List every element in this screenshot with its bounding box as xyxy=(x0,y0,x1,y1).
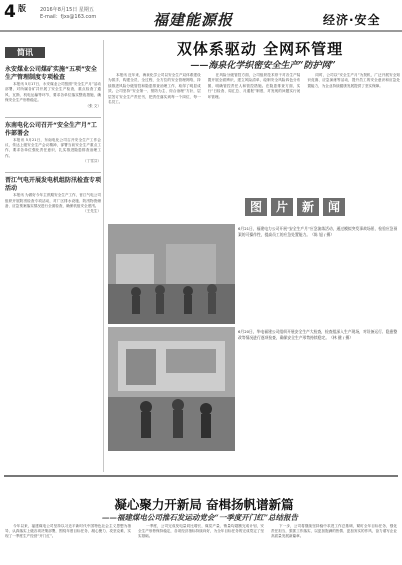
article-body xyxy=(5,524,397,564)
brief-sign: （丁雪芬） xyxy=(83,159,101,164)
column-divider xyxy=(103,40,104,472)
brief-body: 本报讯 5月17日，永安煤业公司按照“安全生产月”活动部署，对所属各矿井开展了安全生产检查，重点检查了通风、瓦斯、机电运输等环节，要求各单位落实整改措施，确保安全生产形势稳定。 xyxy=(5,82,101,103)
brief-body: 本报讯 为做好今年主汛期安全生产工作，晋江气电公司组织开展防汛检查专项活动，对厂区排水设施、防汛物资储备、应急预案落实情况进行全面检查，确保机组安全度汛。 xyxy=(5,193,101,209)
photo-caption: 6月21日，福建电力公司开展“安全生产月”应急演练活动，通过模拟突发事故场景，检验应急预案的可操作性，提高员工的应急处置能力。（陈 旭 / 摄） xyxy=(238,226,398,238)
article-subhead: ——福建煤电公司推石发运动党会“一季度开门红”总结报告 xyxy=(101,513,299,522)
article-column: 在风险分级管控方面，公司组织技术骨干对各生产装置开展全面辨识，建立风险清单，绘制安全风险四色分布图，明确管控责任人和管控措施。在隐患排查方面，实行“日检查、周汇总、月通报”制度，对发现的问题实行闭环管理。 xyxy=(207,73,301,99)
brief-item xyxy=(5,122,101,165)
banner-char: 图 xyxy=(245,198,267,216)
brief-sign: （张 文） xyxy=(85,103,101,108)
issue-date: 2016年8月15日 星期五 xyxy=(40,7,94,13)
brief-body: 本报讯 5月21日，东南电化公司召开安全生产工作会议，传达上级安全生产会议精神，部署当前安全生产重点工作，要求各单位强化责任意识，扎实推进隐患排查治理工作。 xyxy=(5,137,101,158)
brief-item xyxy=(5,66,101,109)
briefs-column xyxy=(5,62,101,470)
article-column: 同时，公司以“安全生产月”为契机，广泛开展安全知识竞赛、应急演练等活动，提升员工的安全意识和应急处置能力，为企业持续健康发展提供了坚实保障。 xyxy=(307,73,401,88)
brief-sign: （王先生） xyxy=(83,209,101,214)
section-rule xyxy=(4,475,398,477)
issue-email: E-mail：fjxs@163.com xyxy=(40,14,97,20)
banner-char: 闻 xyxy=(323,198,345,216)
photo-caption: 6月20日，华电福建公司组织开展安全生产大检查，检查组深入生产现场，对设备运行、隐患整改等情况进行逐项检查，确保安全生产形势持续稳定。（林 健 / 摄） xyxy=(238,329,398,341)
article-column: 今年以来，福建煤电公司坚持以习近平新时代中国特色社会主义思想为指导，认真落实上级各项决策部署，围绕年度目标任务，凝心聚力、攻坚克难，实现了一季度生产经营“开门红”。 xyxy=(5,524,131,538)
banner-char: 新 xyxy=(297,198,319,216)
news-photo xyxy=(108,327,235,451)
article-column: 下一步，公司将继续坚持稳中求进工作总基调，紧盯全年目标任务，强化责任担当，狠抓工作落实，以更加饱满的热情、更加务实的作风，奋力谱写企业高质量发展新篇章。 xyxy=(271,524,397,538)
image-news-banner xyxy=(245,196,365,216)
divider xyxy=(5,117,101,118)
news-photo xyxy=(108,224,235,324)
brief-item xyxy=(5,177,101,214)
brief-title: 永安煤业公司煤矿实施“五项”安全生产管理制度专项检查 xyxy=(5,66,97,81)
banner-char: 片 xyxy=(271,198,293,216)
article-headline: 双体系驱动 全网环管理 xyxy=(176,40,344,58)
article-column: 一季度，公司完成发电量同比增长，煤炭产量、销量均超额完成计划，安全生产形势保持稳定，各项经济指标持续向好，为全年目标任务的完成奠定了坚实基础。 xyxy=(138,524,264,538)
article-body xyxy=(108,73,400,181)
briefs-heading: 简讯 xyxy=(5,47,45,58)
divider xyxy=(5,172,101,173)
brief-title: 东南电化公司召开“安全生产月”工作部署会 xyxy=(5,121,97,137)
brief-title: 晋江气电开展发电机组防汛检查专项活动 xyxy=(5,177,101,193)
newspaper-logo: 福建能源报 xyxy=(153,11,234,29)
section-title: 经济·安全 xyxy=(323,13,381,27)
article-subhead: ——海泉化学织密安全生产“防护网” xyxy=(190,61,336,71)
page-number: 4 xyxy=(4,2,16,22)
page-unit: 版 xyxy=(18,4,26,13)
article-column: 本报讯 近年来，海泉化学公司以安全生产双体系建设为抓手，构建全员、全过程、全方位的安全管理网络，持续推进风险分级管控和隐患排查治理工作，取得了明显成效。公司坚持“安全第一、预防为主、综合治理”方针，层层签订安全生产责任书，把责任落实到每一个岗位、每一名员工。 xyxy=(108,73,201,105)
article-headline: 凝心聚力开新局 奋楫扬帆谱新篇 xyxy=(114,497,294,512)
